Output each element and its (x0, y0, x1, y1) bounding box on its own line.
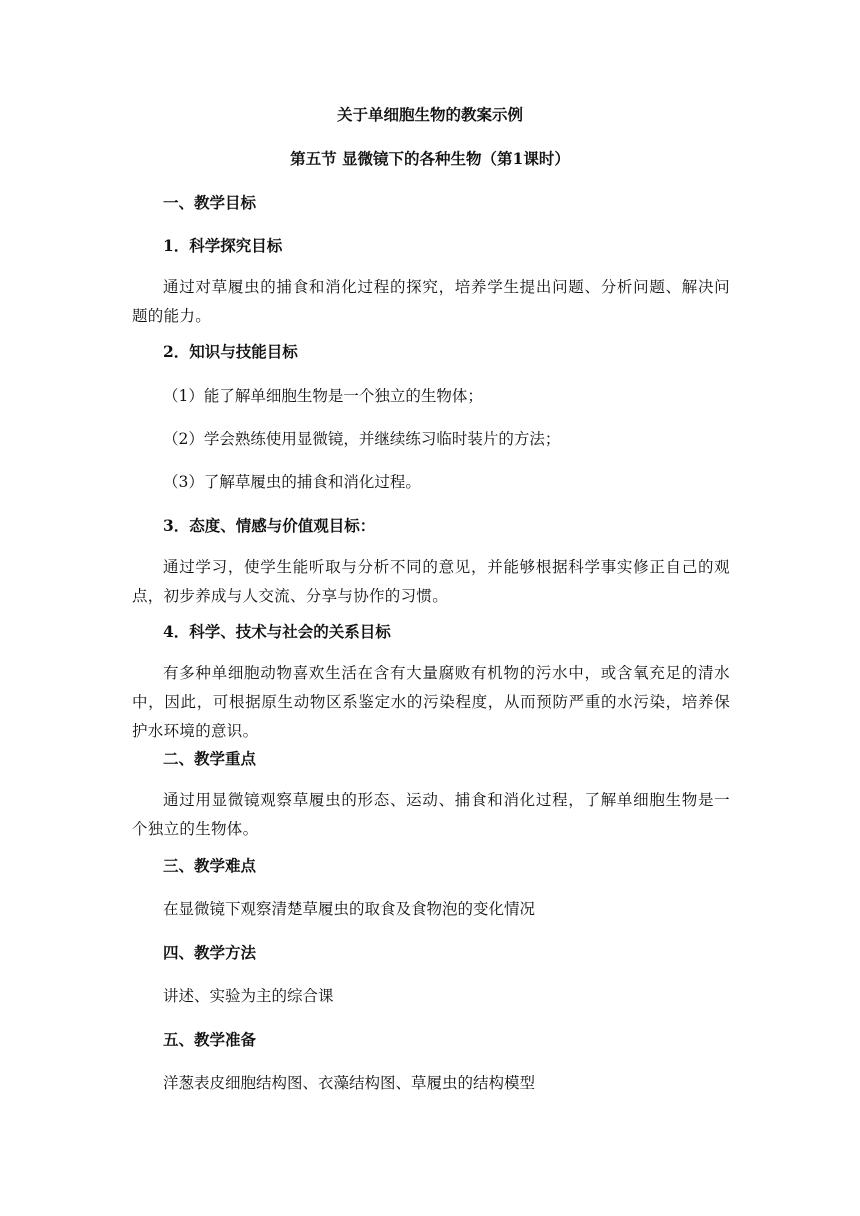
knowledge-item-3: （3）了解草履虫的捕食和消化过程。 (163, 473, 421, 491)
heading-key-points: 二、教学重点 (163, 749, 257, 768)
heading-objectives: 一、教学目标 (163, 193, 257, 212)
knowledge-item-1: （1）能了解单细胞生物是一个独立的生物体； (163, 387, 483, 405)
heading-knowledge-skills: 2．知识与技能目标 (163, 342, 298, 361)
heading-preparation: 五、教学准备 (163, 1030, 257, 1049)
paragraph-difficulty: 在显微镜下观察清楚草履虫的取食及食物泡的变化情况 (163, 900, 536, 918)
paragraph-preparation: 洋葱表皮细胞结构图、衣藻结构图、草履虫的结构模型 (163, 1074, 536, 1092)
heading-method: 四、教学方法 (163, 943, 257, 962)
heading-science-inquiry: 1．科学探究目标 (163, 236, 283, 255)
heading-attitude: 3．态度、情感与价值观目标： (163, 516, 376, 535)
paragraph-attitude: 通过学习，使学生能听取与分析不同的意见，并能够根据科学事实修正自己的观点，初步养成与人交流、分享与协作的习惯。 (132, 558, 730, 605)
document-title: 关于单细胞生物的教案示例 (336, 105, 523, 124)
knowledge-item-2: （2）学会熟练使用显微镜，并继续练习临时装片的方法； (163, 430, 561, 448)
heading-sts: 4．科学、技术与社会的关系目标 (163, 622, 391, 641)
heading-difficulty: 三、教学难点 (163, 856, 257, 875)
paragraph-science-inquiry: 通过对草履虫的捕食和消化过程的探究，培养学生提出问题、分析问题、解决问题的能力。 (132, 278, 730, 325)
paragraph-key-points: 通过用显微镜观察草履虫的形态、运动、捕食和消化过程，了解单细胞生物是一个独立的生物体。 (132, 791, 730, 838)
paragraph-method: 讲述、实验为主的综合课 (163, 987, 334, 1005)
document-subtitle: 第五节 显微镜下的各种生物（第1课时） (290, 149, 570, 168)
paragraph-sts: 有多种单细胞动物喜欢生活在含有大量腐败有机物的污水中，或含氧充足的清水中，因此，可根据原生动物区系鉴定水的污染程度，从而预防严重的水污染，培养保护水环境的意识。 (132, 664, 730, 740)
